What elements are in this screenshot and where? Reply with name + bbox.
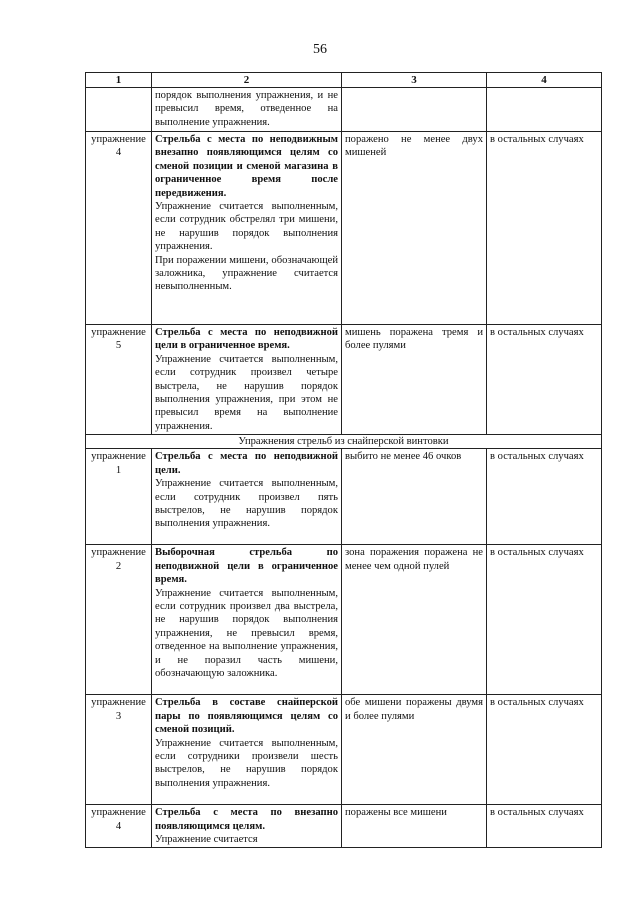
exercise-title: Выборочная стрельба по неподвижной цели в ограниченное время.	[155, 547, 338, 586]
table-row	[86, 132, 602, 325]
exercise-label: упражнение	[91, 327, 146, 338]
success-criteria-cell: поражены все мишени	[342, 805, 487, 847]
exercise-cell	[86, 88, 152, 132]
exercise-title: Стрельба с места по неподвижным внезапно появляющимся целям со сменой позиции и сменой магазина в ограниченное время после передвижения.	[155, 134, 338, 199]
description-cell	[152, 132, 342, 325]
exercise-number: 4	[115, 147, 122, 159]
exercise-label: упражнение	[91, 547, 146, 559]
description-text: порядок выполнения упражнения, и не превысил время, отведенное на выполнение упражнения.	[155, 90, 338, 128]
exercise-number: 1	[115, 464, 122, 476]
header-row	[86, 73, 602, 88]
section-row	[86, 435, 602, 449]
success-criteria-cell: зона поражения поражена не менее чем одной пулей	[342, 545, 487, 695]
fail-criteria-cell: в остальных случаях	[487, 325, 602, 435]
exercise-number: 3	[115, 710, 122, 722]
table-row	[86, 88, 602, 132]
success-criteria-cell	[342, 88, 487, 132]
exercise-description: Упражнение считается выполненным, если сотрудник обстрелял три мишени, не нарушив порядок выполнения упражнения.	[155, 201, 338, 253]
fail-criteria-cell: в остальных случаях	[487, 449, 602, 545]
exercise-cell	[86, 325, 152, 435]
exercise-description: Упражнение считается выполненным, если сотрудник произвел два выстрела, не нарушив порядок выполнения упражнения, не превысил время, отведенное на выполнение упражнения, и не поразил часть мишени, обозначающую заложника.	[155, 587, 338, 680]
exercise-cell	[86, 695, 152, 805]
fail-criteria-cell	[487, 88, 602, 132]
fail-criteria-cell: в остальных случаях	[487, 132, 602, 325]
section-title: Упражнения стрельб из снайперской винтовки	[86, 435, 602, 449]
exercise-title: Стрельба в составе снайперской пары по появляющимся целям со сменой позиций.	[155, 697, 338, 736]
exercise-number: 2	[115, 560, 122, 572]
header-col-3: 3	[342, 73, 487, 88]
exercise-cell	[86, 132, 152, 325]
success-criteria-cell: выбито не менее 46 очков	[342, 449, 487, 545]
exercise-note: При поражении мишени, обозначающей заложника, упражнение считается невыполненным.	[155, 254, 338, 293]
header-col-4: 4	[487, 73, 602, 88]
fail-criteria-cell: в остальных случаях	[487, 545, 602, 695]
exercise-number: 5	[115, 340, 122, 352]
fail-criteria-cell: в остальных случаях	[487, 695, 602, 805]
exercise-table	[85, 72, 602, 848]
success-criteria-cell: мишень поражена тремя и более пулями	[342, 325, 487, 435]
header-col-1: 1	[86, 73, 152, 88]
exercise-number: 4	[115, 820, 122, 832]
exercise-cell	[86, 805, 152, 847]
exercise-description: Упражнение считается выполненным, если сотрудник произвел пять выстрелов, не нарушив порядок выполнения упражнения.	[155, 478, 338, 530]
table-row	[86, 695, 602, 805]
description-cell	[152, 695, 342, 805]
exercise-label: упражнение	[91, 451, 146, 463]
exercise-cell	[86, 545, 152, 695]
table-row	[86, 325, 602, 435]
exercise-title: Стрельба с места по неподвижной цели.	[155, 451, 338, 476]
exercise-label: упражнение	[91, 807, 146, 819]
exercise-title: Стрельба с места по неподвижной цели в ограниченное время.	[155, 327, 338, 352]
table-row	[86, 449, 602, 545]
exercise-description: Упражнение считается	[155, 834, 258, 846]
exercise-label: упражнение	[91, 134, 146, 145]
fail-criteria-cell: в остальных случаях	[487, 805, 602, 847]
exercise-description: Упражнение считается выполненным, если сотрудники произвели шесть выстрелов, не нарушив порядок выполнения упражнения.	[155, 737, 338, 789]
description-cell	[152, 805, 342, 847]
exercise-cell	[86, 449, 152, 545]
exercise-title: Стрельба с места по внезапно появляющимся целям.	[155, 807, 338, 832]
table-row	[86, 545, 602, 695]
description-cell	[152, 88, 342, 132]
success-criteria-cell: поражено не менее двух мишеней	[342, 132, 487, 325]
success-criteria-cell: обе мишени поражены двумя и более пулями	[342, 695, 487, 805]
table-row	[86, 805, 602, 847]
description-cell	[152, 449, 342, 545]
description-cell	[152, 325, 342, 435]
description-cell	[152, 545, 342, 695]
page-number: 56	[313, 42, 327, 57]
exercise-label: упражнение	[91, 697, 146, 709]
exercise-description: Упражнение считается выполненным, если сотрудник произвел четыре выстрела, не нарушив порядок выполнения упражнения, при этом не превысил время на выполнение упражнения.	[155, 353, 338, 432]
header-col-2: 2	[152, 73, 342, 88]
